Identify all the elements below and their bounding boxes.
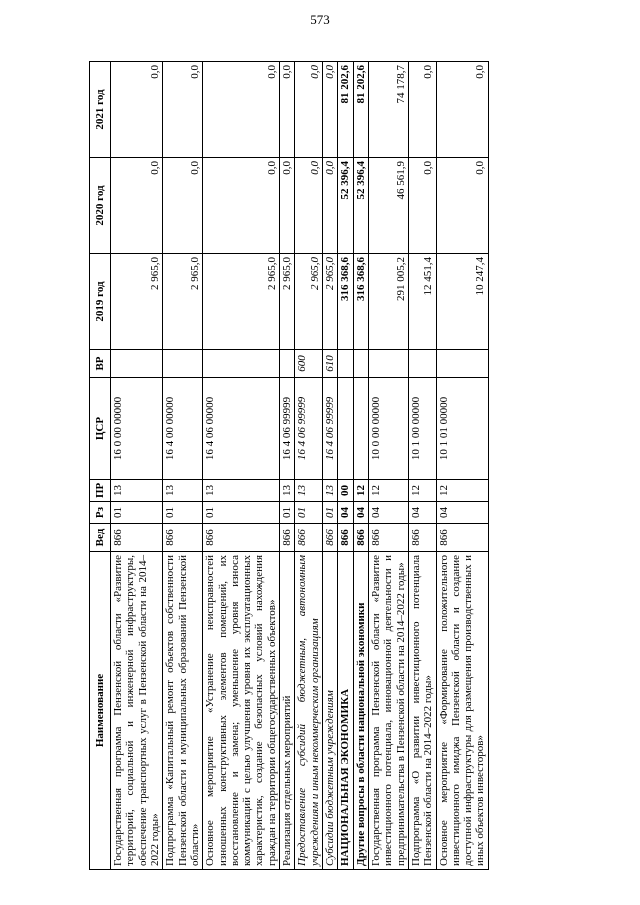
cell-name: Предоставление субсидий бюджетным, автономным учреждениям и иным некоммерческим организациям [295,552,323,870]
cell-2021: 74 178,7 [368,62,408,158]
header-rz: Рз [90,502,111,524]
table-row [163,62,203,870]
cell-csr: 10 1 01 00000 [436,378,488,480]
cell-vr [203,350,280,378]
table-body [111,62,489,870]
header-2019: 2019 год [90,254,111,350]
cell-2020: 0,0 [203,158,280,254]
cell-name: Субсидии бюджетным учреждениям [323,552,338,870]
cell-pr: 13 [323,480,338,502]
cell-rz: 01 [163,502,203,524]
cell-rz: 01 [203,502,280,524]
cell-csr: 16 4 06 99999 [280,378,295,480]
cell-ved: 866 [163,524,203,552]
rotated-table-container [89,62,539,870]
cell-2019: 2 965,0 [111,254,163,350]
cell-rz: 04 [436,502,488,524]
cell-2021: 0,0 [436,62,488,158]
cell-2021: 0,0 [295,62,323,158]
cell-2019: 2 965,0 [203,254,280,350]
cell-ved: 866 [436,524,488,552]
header-2020: 2020 год [90,158,111,254]
cell-ved: 866 [323,524,338,552]
cell-2019: 291 005,2 [368,254,408,350]
cell-2021: 0,0 [111,62,163,158]
cell-2020: 0,0 [323,158,338,254]
cell-csr: 10 0 00 00000 [368,378,408,480]
rotated-page-content [89,62,539,870]
cell-2020: 0,0 [111,158,163,254]
cell-rz: 01 [111,502,163,524]
cell-rz: 04 [338,502,353,524]
table-header-row [90,62,111,870]
header-vr: ВР [90,350,111,378]
budget-table [89,61,489,870]
cell-2021: 0,0 [408,62,436,158]
header-2021: 2021 год [90,62,111,158]
cell-2020: 0,0 [163,158,203,254]
cell-2019: 2 965,0 [163,254,203,350]
cell-ved: 866 [353,524,368,552]
cell-vr [353,350,368,378]
cell-ved: 866 [338,524,353,552]
cell-name: Государственная программа Пензенской области «Развитие территорий, социальной и инженерной инфраструктуры, обеспечение транспортных услуг в Пензенской области на 2014–2022 годы» [111,552,163,870]
cell-2019: 2 965,0 [323,254,338,350]
cell-csr: 16 4 06 99999 [295,378,323,480]
cell-2020: 0,0 [436,158,488,254]
cell-rz: 04 [408,502,436,524]
cell-vr [338,350,353,378]
table-row [280,62,295,870]
cell-2019: 10 247,4 [436,254,488,350]
table-row [353,62,368,870]
cell-ved: 866 [408,524,436,552]
cell-2020: 0,0 [408,158,436,254]
cell-csr: 16 4 06 00000 [203,378,280,480]
table-row [408,62,436,870]
cell-pr: 00 [338,480,353,502]
cell-rz: 01 [280,502,295,524]
cell-2019: 12 451,4 [408,254,436,350]
cell-ved: 866 [295,524,323,552]
table-row [368,62,408,870]
cell-2020: 0,0 [280,158,295,254]
cell-2019: 316 368,6 [353,254,368,350]
cell-name: Подпрограмма «О развитии инвестиционного потенциала Пензенской области на 2014–2022 годы» [408,552,436,870]
cell-2020: 0,0 [295,158,323,254]
cell-vr: 610 [323,350,338,378]
cell-csr [338,378,353,480]
cell-csr: 16 4 06 99999 [323,378,338,480]
cell-csr [353,378,368,480]
cell-2020: 52 396,4 [353,158,368,254]
cell-vr [163,350,203,378]
cell-name: Основное мероприятие «Формирование положительного инвестиционного имиджа Пензенской области и создание доступной инфраструктуры для размещения производственных и иных объектов инвесторов» [436,552,488,870]
page-number: 573 [310,12,330,27]
cell-pr: 13 [163,480,203,502]
cell-rz: 01 [323,502,338,524]
cell-name: Реализация отдельных мероприятий [280,552,295,870]
cell-vr: 600 [295,350,323,378]
cell-ved: 866 [280,524,295,552]
cell-2019: 2 965,0 [295,254,323,350]
cell-name: НАЦИОНАЛЬНАЯ ЭКОНОМИКА [338,552,353,870]
cell-vr [368,350,408,378]
cell-2021: 0,0 [163,62,203,158]
cell-csr: 16 0 00 00000 [111,378,163,480]
cell-rz: 04 [368,502,408,524]
cell-ved: 866 [368,524,408,552]
cell-2021: 0,0 [280,62,295,158]
cell-2021: 81 202,6 [338,62,353,158]
cell-2019: 2 965,0 [280,254,295,350]
header-pr: ПР [90,480,111,502]
table-row [436,62,488,870]
cell-pr: 12 [436,480,488,502]
table-row [203,62,280,870]
cell-pr: 13 [203,480,280,502]
cell-rz: 04 [353,502,368,524]
cell-pr: 13 [111,480,163,502]
header-csr: ЦСР [90,378,111,480]
cell-vr [111,350,163,378]
cell-pr: 12 [408,480,436,502]
table-row [338,62,353,870]
header-ved: Вед [90,524,111,552]
cell-2020: 46 561,9 [368,158,408,254]
cell-vr [436,350,488,378]
cell-name: Подпрограмма «Капитальный ремонт объектов собственности Пензенской области и муниципальных образований Пензенской области» [163,552,203,870]
header-name: Наименование [90,552,111,870]
cell-2021: 0,0 [323,62,338,158]
cell-pr: 12 [368,480,408,502]
cell-vr [280,350,295,378]
cell-name: Государственная программа Пензенской области «Развитие инвестиционного потенциала, инновационной деятельности и предпринимательства в Пензенской области на 2014–2022 годы» [368,552,408,870]
cell-name: Другие вопросы в области национальной экономики [353,552,368,870]
cell-2019: 316 368,6 [338,254,353,350]
cell-rz: 01 [295,502,323,524]
cell-pr: 13 [280,480,295,502]
table-row [111,62,163,870]
table-row [323,62,338,870]
cell-ved: 866 [203,524,280,552]
cell-csr: 16 4 00 00000 [163,378,203,480]
cell-pr: 13 [295,480,323,502]
cell-2020: 52 396,4 [338,158,353,254]
cell-2021: 81 202,6 [353,62,368,158]
cell-ved: 866 [111,524,163,552]
cell-2021: 0,0 [203,62,280,158]
cell-pr: 12 [353,480,368,502]
cell-vr [408,350,436,378]
table-row [295,62,323,870]
cell-name: Основное мероприятие «Устранение неисправностей изношенных конструктивных элементов помещений, их восстановление и замена; уменьшение уровня износа коммуникаций с целью улучшения уровня их эксплуатационных характеристик, создание безопасных условий нахождения граждан на территории общегосударственных объектов» [203,552,280,870]
cell-csr: 10 1 00 00000 [408,378,436,480]
